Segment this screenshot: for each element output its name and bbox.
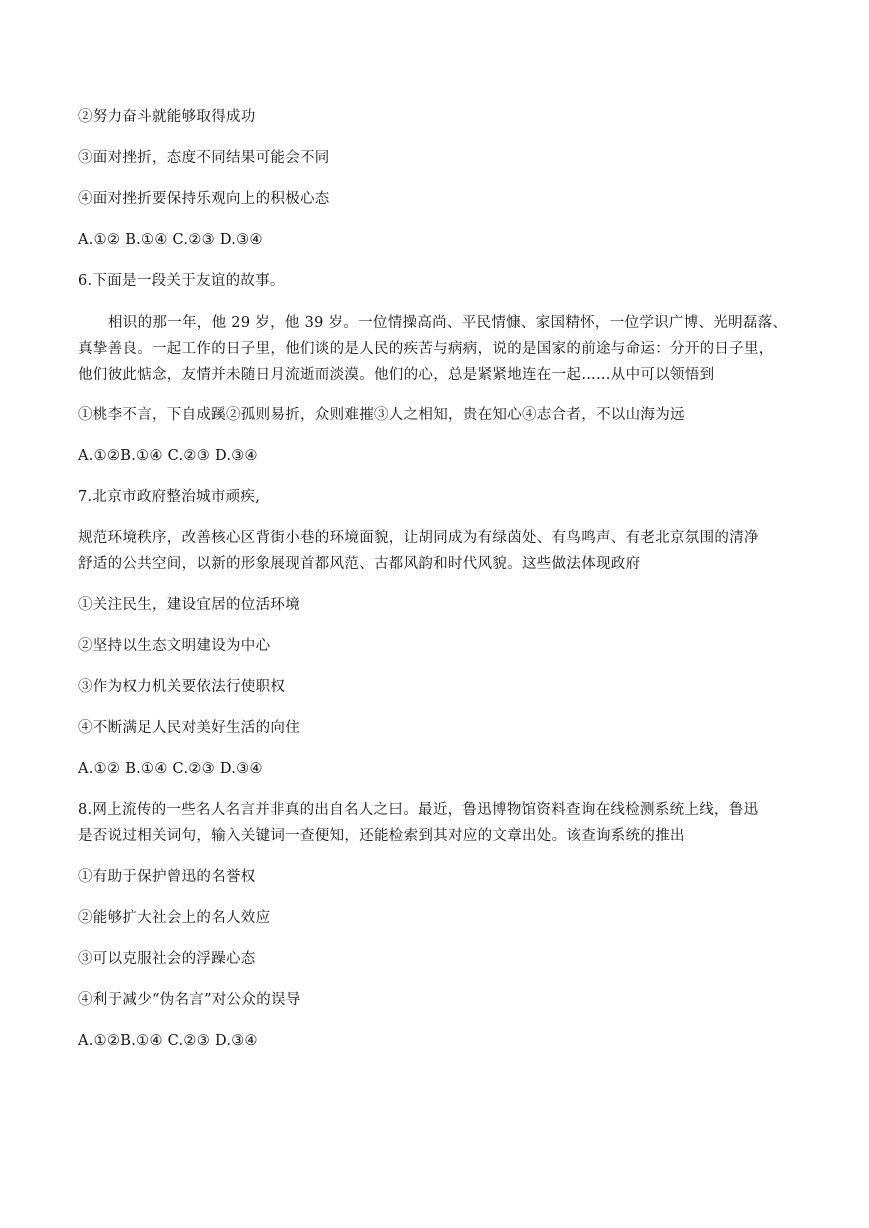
q6-stem: 6.下面是一段关于友谊的故事。 — [78, 273, 285, 289]
q7-option-3: ③作为权力机关要依法行使职权 — [78, 679, 286, 695]
q8-answer-choices: A.①②B.①④ C.②③ D.③④ — [78, 1033, 258, 1049]
q7-stem: 7.北京市政府整治城市顽疾, — [78, 489, 261, 505]
q6-options: ①桃李不言，下自成蹊②孤则易折，众则难摧③人之相知，贵在知心④志合者，不以山海为远 — [78, 407, 685, 423]
q8-stem-line-2: 是否说过相关词句，输入关键词一查便知，还能检索到其对应的文章出处。该查询系统的推出 — [78, 828, 685, 844]
q6-passage-line-3: 他们彼此惦念，友情并未随日月流逝而淡漠。他们的心，总是紧紧地连在一起……从中可以领悟到 — [78, 367, 715, 383]
q6-passage-line-2: 真挚善良。一起工作的日子里，他们谈的是人民的疾苦与病病，说的是国家的前途与命运：分开的日子里， — [78, 341, 774, 357]
q8-option-2: ②能够扩大社会上的名人效应 — [78, 910, 271, 926]
q6-answer-choices: A.①②B.①④ C.②③ D.③④ — [78, 448, 258, 464]
q7-body-line-1: 规范环境秩序，改善核心区背街小巷的环境面貌，让胡同成为有绿茵处、有鸟鸣声、有老北京氛围的清净 — [78, 530, 759, 546]
q6-passage-line-1: 相识的那一年，他 29 岁，他 39 岁。一位情操高尚、平民情慷、家国精怀，一位学识广博、光明磊落、 — [108, 315, 788, 331]
q5-option-4: ④面对挫折要保持乐观向上的积极心态 — [78, 191, 330, 207]
q7-answer-choices: A.①② B.①④ C.②③ D.③④ — [78, 761, 263, 777]
q7-option-4: ④不断满足人民对美好生活的向住 — [78, 720, 300, 736]
q5-answer-choices: A.①② B.①④ C.②③ D.③④ — [78, 232, 263, 248]
q7-body-line-2: 舒适的公共空间，以新的形象展现首都风范、古都风韵和时代风貌。这些做法体现政府 — [78, 556, 641, 572]
q5-option-3: ③面对挫折，态度不同结果可能会不同 — [78, 150, 330, 166]
q8-option-4: ④利于减少“伪名言”对公众的误导 — [78, 992, 301, 1008]
q7-option-1: ①关注民生，建设宜居的位活环境 — [78, 597, 300, 613]
q8-stem-line-1: 8.网上流传的一些名人名言并非真的出自名人之曰。最近，鲁迅博物馆资料查询在线检测系统上线，鲁迅 — [78, 802, 759, 818]
q5-option-2: ②努力奋斗就能够取得成功 — [78, 109, 256, 125]
q8-option-3: ③可以克服社会的浮躁心态 — [78, 951, 256, 967]
q8-option-1: ①有助于保护曾迅的名誉权 — [78, 869, 256, 885]
q7-option-2: ②坚持以生态文明建设为中心 — [78, 638, 271, 654]
